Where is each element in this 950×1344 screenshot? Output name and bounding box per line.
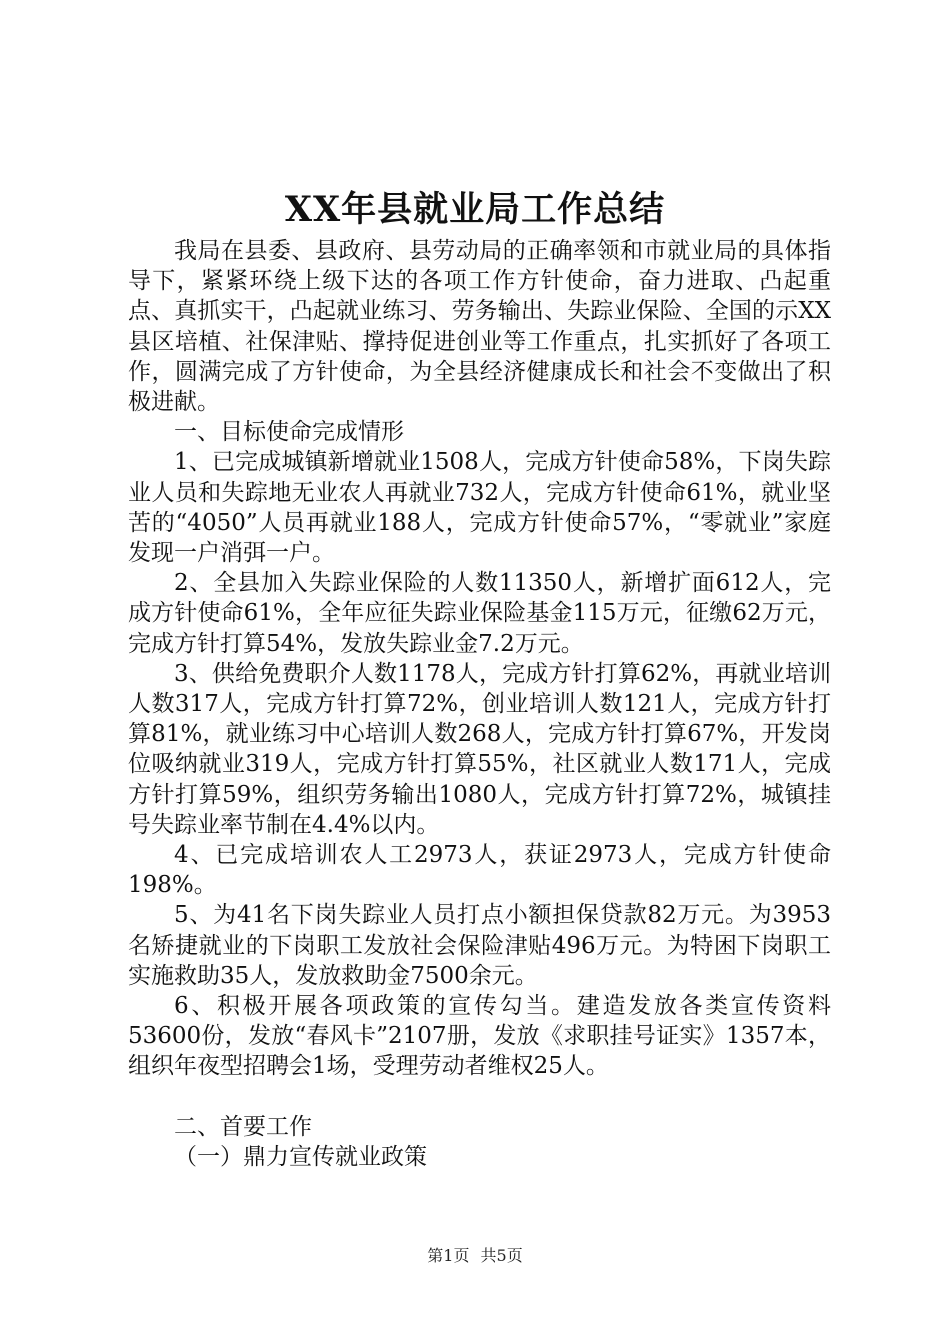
page-total: 共5页 [480, 1246, 523, 1265]
section-heading: 一、目标使命完成情形 [174, 419, 404, 446]
list-item: 1、已完成城镇新增就业1508人，完成方针使命58%，下岗失踪业人员和失踪地无业农人再就业732人，完成方针使命61%，就业坚苦的“4050”人员再就业188人，完成方针使命57%，“零就业”家庭发现一户消弭一户。 [128, 449, 831, 567]
document-body [128, 236, 831, 1172]
document-title: XX年县就业局工作总结 [284, 189, 666, 230]
intro-paragraph: 我局在县委、县政府、县劳动局的正确率领和市就业局的具体指导下，紧紧环绕上级下达的各项工作方针使命，奋力进取、凸起重点、真抓实干，凸起就业练习、劳务输出、失踪业保险、全国的示XX县区培植、社保津贴、撑持促进创业等工作重点，扎实抓好了各项工作，圆满完成了方针使命，为全县经济健康成长和社会不变做出了积极进献。 [128, 238, 831, 416]
list-item: 6、积极开展各项政策的宣传勾当。建造发放各类宣传资料53600份，发放“春风卡”2107册，发放《求职挂号证实》1357本，组织年夜型招聘会1场，受理劳动者维权25人。 [128, 993, 831, 1080]
list-item: 4、已完成培训农人工2973人，获证2973人，完成方针使命198%。 [128, 842, 831, 899]
page-footer [0, 1246, 950, 1266]
page-number: 第1页 [427, 1246, 470, 1265]
subsection-heading: （一）鼎力宣传就业政策 [174, 1143, 427, 1170]
section-heading: 二、首要工作 [174, 1113, 312, 1140]
list-item: 2、全县加入失踪业保险的人数11350人，新增扩面612人，完成方针使命61%，全年应征失踪业保险基金115万元，征缴62万元，完成方针打算54%，发放失踪业金7.2万元。 [128, 570, 831, 657]
list-item: 5、为41名下岗失踪业人员打点小额担保贷款82万元。为3953名矫捷就业的下岗职工发放社会保险津贴496万元。为特困下岗职工实施救助35人，发放救助金7500余元。 [128, 902, 831, 989]
list-item: 3、供给免费职介人数1178人，完成方针打算62%，再就业培训人数317人，完成方针打算72%，创业培训人数121人，完成方针打算81%，就业练习中心培训人数268人，完成方针打算67%，开发岗位吸纳就业319人，完成方针打算55%，社区就业人数171人，完成方针打算59%，组织劳务输出1080人，完成方针打算72%，城镇挂号失踪业率节制在4.4%以内。 [128, 660, 831, 838]
